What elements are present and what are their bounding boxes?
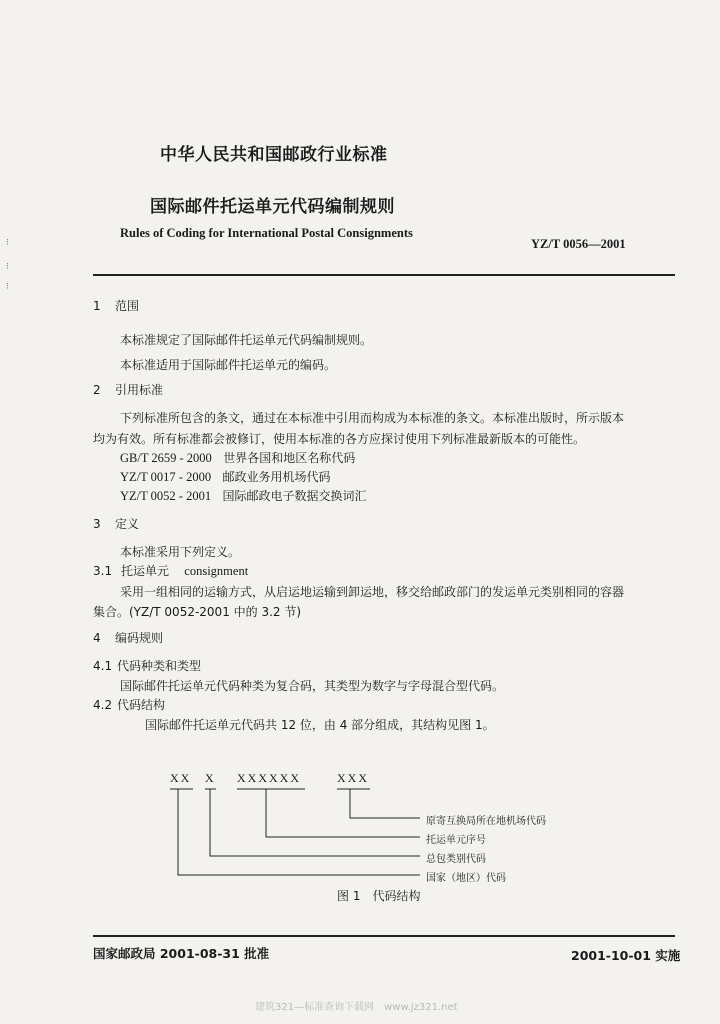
- subsection-number: 4.2: [93, 698, 113, 712]
- code-segment-category: X: [205, 771, 216, 785]
- term-cn: 托运单元: [121, 564, 170, 578]
- term-en: consignment: [184, 564, 249, 578]
- paragraph: 本标准规定了国际邮件托运单元代码编制规则。: [120, 333, 373, 347]
- section-number: 1: [93, 299, 101, 313]
- reference-code: GB/T 2659 - 2000: [120, 451, 212, 465]
- paragraph: 国际邮件托运单元代码种类为复合码，其类型为数字与字母混合型代码。: [120, 679, 505, 693]
- reference-name: 邮政业务用机场代码: [222, 470, 331, 484]
- paragraph: 均为有效。所有标准都会被修订，使用本标准的各方应探讨使用下列标准最新版本的可能性。: [93, 432, 586, 446]
- section-title: 范围: [115, 299, 140, 313]
- section-title: 引用标准: [115, 383, 164, 397]
- bottom-divider: [93, 935, 675, 937]
- watermark: 建筑321—标准查询下载网 www.jz321.net: [255, 1002, 458, 1013]
- subsection-number: 4.1: [93, 659, 113, 673]
- paragraph: 采用一组相同的运输方式，从启运地运输到卸运地，移交给邮政部门的发运单元类别相同的容器: [120, 585, 625, 599]
- org-title: 中华人民共和国邮政行业标准: [160, 145, 388, 165]
- effective-date: 2001-10-01 实施: [571, 948, 681, 963]
- section-number: 2: [93, 383, 101, 397]
- figure-caption: 图 1 代码结构: [337, 889, 421, 903]
- reference-code: YZ/T 0017 - 2000: [120, 470, 212, 484]
- paragraph: 下列标准所包含的条文，通过在本标准中引用而构成为本标准的条文。本标准出版时，所示版本: [120, 411, 625, 425]
- paragraph: 本标准采用下列定义。: [120, 545, 241, 559]
- paragraph: 本标准适用于国际邮件托运单元的编码。: [120, 358, 337, 372]
- section-title: 编码规则: [115, 631, 164, 645]
- label-airport-code: 原寄互换局所在地机场代码: [426, 816, 546, 827]
- reference-code: YZ/T 0052 - 2001: [120, 489, 212, 503]
- code-segment-airport: XXX: [337, 771, 369, 785]
- standard-number: YZ/T 0056—2001: [531, 237, 626, 251]
- label-category-code: 总包类别代码: [426, 854, 486, 865]
- approval-date: 国家邮政局 2001-08-31 批准: [93, 946, 270, 961]
- margin-scan-mark: ⁝: [6, 282, 9, 292]
- code-segment-country: XX: [170, 771, 192, 785]
- section-number: 4: [93, 631, 101, 645]
- connector-country: [178, 789, 420, 875]
- subsection-title: 代码结构: [117, 698, 166, 712]
- paragraph: 国际邮件托运单元代码共 12 位，由 4 部分组成，其结构见图 1。: [145, 718, 495, 732]
- subsection-title: 代码种类和类型: [117, 659, 202, 673]
- connector-airport: [350, 789, 420, 818]
- standard-title-en: Rules of Coding for International Postal Consignments: [120, 226, 413, 240]
- reference-name: 世界各国和地区名称代码: [223, 451, 356, 465]
- margin-scan-mark: ⁝: [6, 262, 9, 272]
- margin-scan-mark: ⁝: [6, 238, 9, 248]
- reference-name: 国际邮政电子数据交换词汇: [222, 489, 367, 503]
- subsection-number: 3.1: [93, 564, 113, 578]
- label-serial-number: 托运单元序号: [426, 835, 486, 846]
- paragraph: 集合。(YZ/T 0052-2001 中的 3.2 节): [93, 605, 302, 619]
- section-title: 定义: [115, 517, 140, 531]
- standard-title-cn: 国际邮件托运单元代码编制规则: [150, 197, 395, 217]
- connector-category: [210, 789, 420, 856]
- code-segment-serial: XXXXXX: [237, 771, 301, 785]
- section-number: 3: [93, 517, 101, 531]
- connector-serial: [266, 789, 420, 837]
- label-country-code: 国家（地区）代码: [426, 873, 506, 884]
